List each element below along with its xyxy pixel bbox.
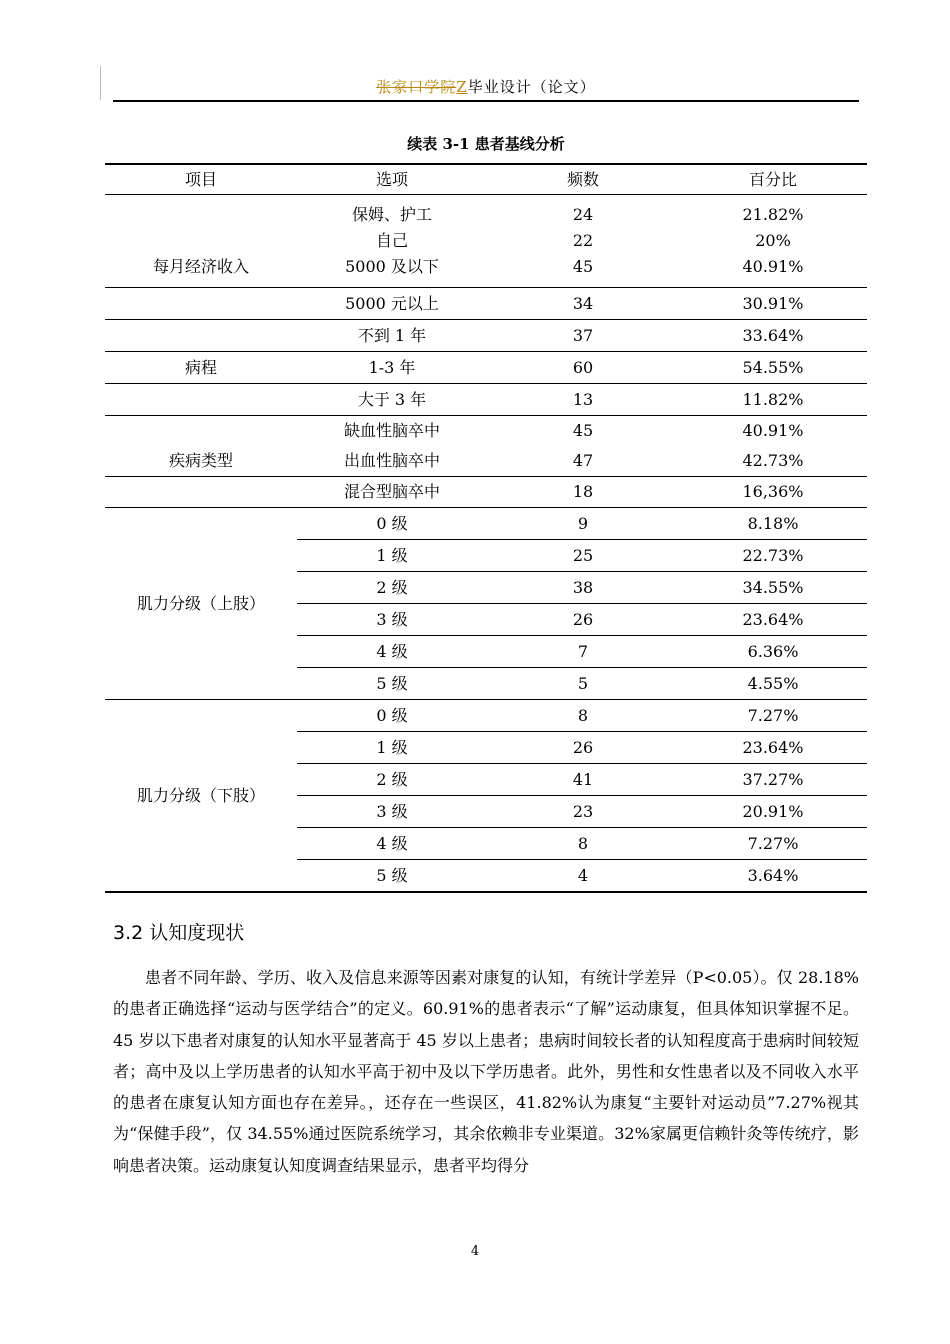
group-label-empty <box>105 416 297 447</box>
frequency-cell: 9 <box>487 508 679 540</box>
group-label-empty <box>105 384 297 416</box>
frequency-cell: 47 <box>572 451 594 470</box>
percentage-cell: 33.64% <box>679 320 867 352</box>
frequency-cell: 34 <box>487 288 679 320</box>
option-cell: 缺血性脑卒中 <box>297 416 487 447</box>
group-label-income: 每月经济收入 <box>152 257 249 276</box>
option-cell: 5000 元以上 <box>297 288 487 320</box>
frequency-cell: 38 <box>487 572 679 604</box>
group-label-upper-limb: 肌力分级（上肢） <box>105 508 297 700</box>
frequency-cell: 60 <box>487 352 679 384</box>
option-cell: 4 级 <box>297 828 487 860</box>
percentage-cell: 20.91% <box>679 796 867 828</box>
frequency-cell: 8 <box>487 700 679 732</box>
table-header-row <box>105 164 867 195</box>
table-caption: 续表 3-1 患者基线分析 <box>407 135 565 153</box>
percentage-cell: 34.55% <box>679 572 867 604</box>
option-cell: 5 级 <box>297 668 487 700</box>
percentage-cell: 23.64% <box>679 732 867 764</box>
option-cell: 不到 1 年 <box>297 320 487 352</box>
column-header-option: 选项 <box>297 164 487 195</box>
header-rule <box>113 100 859 102</box>
percentage-cell: 21.82% 20% 40.91% <box>742 205 804 276</box>
percentage-cell: 23.64% <box>679 604 867 636</box>
header-title: 毕业设计（论文） <box>467 78 596 96</box>
percentage-cell: 30.91% <box>679 288 867 320</box>
frequency-cell: 24 22 45 <box>572 205 594 276</box>
table-row <box>105 416 867 447</box>
frequency-cell: 7 <box>487 636 679 668</box>
option-cell: 3 级 <box>297 796 487 828</box>
frequency-cell: 45 <box>487 416 679 447</box>
frequency-cell: 26 <box>487 732 679 764</box>
table-row <box>105 508 867 540</box>
page-header <box>113 74 859 100</box>
percentage-cell: 40.91% <box>679 416 867 447</box>
option-cell: 出血性脑卒中 <box>343 451 440 470</box>
header-institution-deleted: 张家口学院 <box>376 78 457 96</box>
group-label-course: 病程 <box>105 352 297 384</box>
frequency-cell: 41 <box>487 764 679 796</box>
option-cell: 3 级 <box>297 604 487 636</box>
percentage-cell: 22.73% <box>679 540 867 572</box>
percentage-cell: 37.27% <box>679 764 867 796</box>
percentage-cell: 7.27% <box>679 700 867 732</box>
percentage-cell: 8.18% <box>679 508 867 540</box>
margin-corner-mark <box>100 66 101 100</box>
group-label-empty <box>105 288 297 320</box>
percentage-cell: 4.55% <box>679 668 867 700</box>
table-row <box>105 352 867 384</box>
option-cell: 大于 3 年 <box>297 384 487 416</box>
option-cell: 4 级 <box>297 636 487 668</box>
option-cell: 2 级 <box>297 572 487 604</box>
group-label-empty <box>105 320 297 352</box>
table-row <box>105 477 867 508</box>
body-paragraph: 患者不同年龄、学历、收入及信息来源等因素对康复的认知，有统计学差异（P<0.05）。仅 28.18%的患者正确选择“运动与医学结合”的定义。60.91%的患者表示“了解”运动康复，但具体知识掌握不足。45 岁以下患者对康复的认知水平显著高于 45 岁以上患者；患病时间较长者的认知程度高于患病时间较短者；高中及以上学历患者的认知水平高于初中及以下学历患者。此外，男性和女性患者以及不同收入水平的患者在康复认知方面也存在差异。，还存在一些误区，41.82%认为康复“主要针对运动员”7.27%视其为“保健手段”，仅 34.55%通过医院系统学习，其余依赖非专业渠道。32%家属更信赖针灸等传统疗，影响患者决策。运动康复认知度调查结果显示，患者平均得分 <box>113 968 859 1175</box>
option-cell: 0 级 <box>297 700 487 732</box>
frequency-cell: 23 <box>487 796 679 828</box>
group-label-disease: 疾病类型 <box>168 451 233 470</box>
frequency-cell: 18 <box>487 477 679 508</box>
table-row <box>105 288 867 320</box>
percentage-cell: 42.73% <box>742 451 804 470</box>
section-heading: 3.2 认知度现状 <box>113 922 245 944</box>
option-cell: 保姆、护工 自己 5000 及以下 <box>345 205 439 276</box>
frequency-cell: 5 <box>487 668 679 700</box>
column-header-item: 项目 <box>105 164 297 195</box>
table-row <box>105 320 867 352</box>
percentage-cell: 11.82% <box>679 384 867 416</box>
option-cell: 5 级 <box>297 860 487 893</box>
header-inserted-text: Z <box>456 78 468 96</box>
page-number: 4 <box>470 1244 480 1259</box>
group-label-empty <box>105 477 297 508</box>
percentage-cell: 3.64% <box>679 860 867 893</box>
frequency-cell: 37 <box>487 320 679 352</box>
option-cell: 0 级 <box>297 508 487 540</box>
frequency-cell: 8 <box>487 828 679 860</box>
option-cell: 2 级 <box>297 764 487 796</box>
table-row <box>105 384 867 416</box>
table-row <box>105 446 867 477</box>
frequency-cell: 13 <box>487 384 679 416</box>
percentage-cell: 6.36% <box>679 636 867 668</box>
table-row <box>105 700 867 732</box>
percentage-cell: 7.27% <box>679 828 867 860</box>
table-row <box>105 195 867 288</box>
percentage-cell: 54.55% <box>679 352 867 384</box>
option-cell: 1 级 <box>297 540 487 572</box>
option-cell: 混合型脑卒中 <box>297 477 487 508</box>
group-label-lower-limb: 肌力分级（下肢） <box>105 700 297 893</box>
column-header-frequency: 频数 <box>487 164 679 195</box>
frequency-cell: 25 <box>487 540 679 572</box>
column-header-percentage: 百分比 <box>679 164 867 195</box>
option-cell: 1 级 <box>297 732 487 764</box>
option-cell: 1-3 年 <box>297 352 487 384</box>
frequency-cell: 4 <box>487 860 679 893</box>
frequency-cell: 26 <box>487 604 679 636</box>
percentage-cell: 16,36% <box>679 477 867 508</box>
baseline-table <box>105 163 867 893</box>
